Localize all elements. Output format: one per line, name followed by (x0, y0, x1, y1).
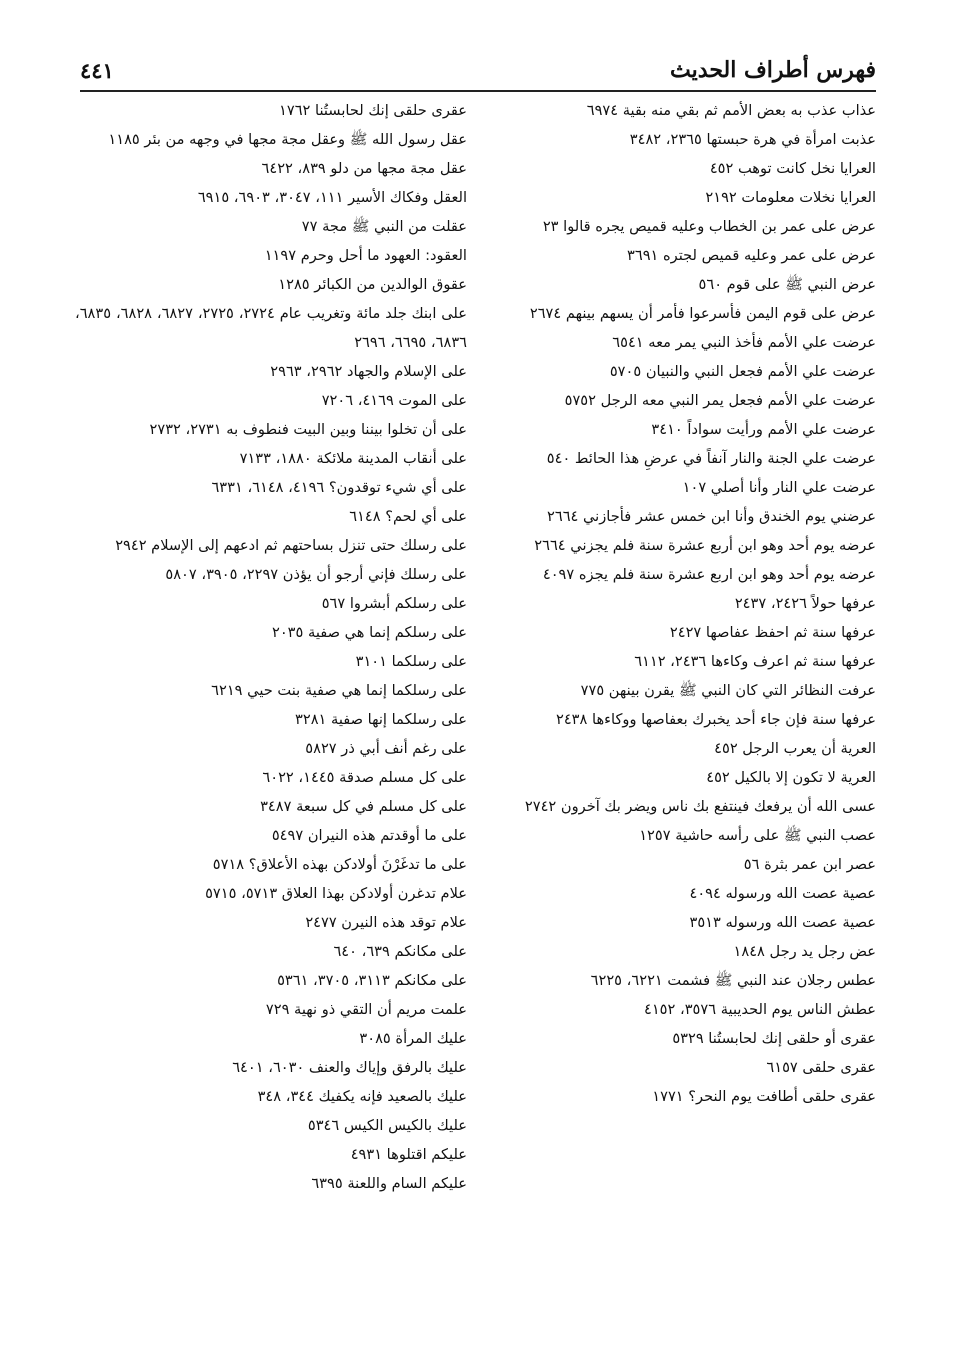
index-entry: عقرى حلقى إنك لحابستُنا ١٧٦٢ (279, 102, 467, 119)
index-entry: عصب النبي ﷺ على رأسه حاشية ١٢٥٧ (639, 827, 876, 844)
page-header (80, 50, 876, 90)
index-entry: علمت مريم أن التقي ذو نهية ٧٢٩ (265, 1001, 467, 1018)
index-entry: عرضه يوم أحد وهو ابن أربع عشرة سنة فلم يجزني ٢٦٦٤ (534, 537, 876, 554)
index-entry: على ما أوقدتم هذه النيران ٥٤٩٧ (271, 827, 467, 844)
index-entry: على مكانكم ٣١١٣، ٣٧٠٥، ٥٣٦١ (277, 972, 467, 989)
index-entry: عرض على عمر وعليه قميص لجتره ٣٦٩١ (627, 247, 876, 264)
index-entry: عرضت علي النار وأنا أصلي ١٠٧ (682, 479, 876, 496)
index-entry: عليكم اقتلوها ٤٩٣١ (350, 1146, 467, 1163)
index-entry: عليك بالصعيد فإنه يكفيك ٣٤٤، ٣٤٨ (257, 1088, 467, 1105)
index-entry: على أي شيء توقدون؟ ٤١٩٦، ٦١٤٨، ٦٣٣١ (211, 479, 467, 496)
index-entry: عرض على عمر بن الخطاب وعليه قميص يجره قالوا ٢٣ (542, 218, 876, 235)
index-entry: عرض النبي ﷺ على قوم ٥٦٠ (698, 276, 876, 293)
index-entry: عسى الله أن يرفعك فينتفع بك ناس ويضر بك آخرون ٢٧٤٢ (524, 798, 876, 815)
index-entry: عليك بالكيس الكيس ٥٣٤٦ (307, 1117, 467, 1134)
right-column (491, 96, 876, 1111)
index-entry: العرية أن يعرب الرجل ٤٥٢ (714, 740, 876, 757)
index-entry: عليك بالرفق وإياك والعنف ٦٠٣٠، ٦٤٠١ (232, 1059, 467, 1076)
index-entry: العرية لا تكون إلا بالكيل ٤٥٢ (706, 769, 876, 786)
index-entry: عطش الناس يوم الحديبية ٣٥٧٦، ٤١٥٢ (644, 1001, 876, 1018)
index-entry: عقرى حلقى أطافت يوم النحر؟ ١٧٧١ (652, 1088, 876, 1105)
index-entry: علام توقد هذه النيرن ٢٤٧٧ (305, 914, 467, 931)
index-entry: على رغم أنف أبي ذر ٥٨٢٧ (305, 740, 467, 757)
index-entry: عرفها حولاً ٢٤٢٦، ٢٤٣٧ (734, 595, 876, 612)
index-entry: عرضت علي الأمم فجعل النبي والنبيان ٥٧٠٥ (609, 363, 876, 380)
index-entry: عليك المرأة ٣٠٨٥ (359, 1030, 467, 1047)
index-entry: عقرى حلقى ٦١٥٧ (766, 1059, 876, 1076)
index-entry: عرضه يوم أحد وهو ابن اربع عشرة سنة فلم يجزه ٤٠٩٧ (542, 566, 876, 583)
index-entry: عقوق الوالدين من الكبائر ١٢٨٥ (278, 276, 467, 293)
index-entry: العقل وفكاك الأسير ١١١، ٣٠٤٧، ٦٩٠٣، ٦٩١٥ (197, 189, 467, 206)
index-entry: عرضت علي الأمم فجعل يمر النبي معه الرجل ٥٧٥٢ (564, 392, 876, 409)
index-entry: علام تدغرن أولادكن بهذا العلاق ٥٧١٣، ٥٧١٥ (205, 885, 467, 902)
index-entry: على ابنك جلد مائة وتغريب عام ٢٧٢٤، ٢٧٢٥، ٦٨٢٧، ٦٨٢٨، ٦٨٣٥، ٦٨٣٦، ٦٦٩٥، ٢٦٩٦ (75, 305, 467, 351)
index-entry: على رسلكما إنها صفية ٣٢٨١ (295, 711, 467, 728)
index-entry: على رسلكما إنما هي صفية بنت حيي ٦٢١٩ (211, 682, 467, 699)
index-entry: على الموت ٤١٦٩، ٧٢٠٦ (321, 392, 467, 409)
index-entry: عرضت علي الجنة والنار آنفاً في عرضِ هذا الحائط ٥٤٠ (546, 450, 876, 467)
index-entry: عرفت النظائر التي كان النبي ﷺ يقرن بينهن ٧٧٥ (580, 682, 876, 699)
index-entry: عقلت من النبي ﷺ مجة ٧٧ (301, 218, 467, 235)
page-title: فهرس أطراف الحديث (670, 57, 876, 83)
index-entry: على ما تدغَرْنَ أولادكن بهذه الأعلاق؟ ٥٧١٨ (212, 856, 467, 873)
page-number: ٤٤١ (80, 57, 114, 83)
index-entry: على مكانكم ٦٣٩، ٦٤٠ (333, 943, 467, 960)
index-entry: عقل رسول الله ﷺ وعقل مجة مجها في وجهه من بئر ١١٨٥ (108, 131, 467, 148)
index-entry: على كل مسلم صدقة ١٤٤٥، ٦٠٢٢ (262, 769, 467, 786)
index-entry: عقل مجة مجها من دلو ٨٣٩، ٦٤٢٢ (261, 160, 467, 177)
index-entry: عذاب عذب به بعض الأمم ثم بقي منه بقية ٦٩٧٤ (586, 102, 876, 119)
index-entry: على أن تخلوا بيننا وبين البيت فنطوف به ٢٧٣١، ٢٧٣٢ (149, 421, 467, 438)
index-entry: على الإسلام والجهاد ٢٩٦٢، ٢٩٦٣ (270, 363, 467, 380)
index-entry: عرفها سنة ثم احفظ عفاصها ٢٤٢٧ (669, 624, 876, 641)
index-entry: عطس رجلان عند النبي ﷺ فشمت ٦٢٢١، ٦٢٢٥ (590, 972, 876, 989)
index-entry: على أي لحم؟ ٦١٤٨ (349, 508, 467, 525)
index-entry: عليكم السام واللعنة ٦٣٩٥ (311, 1175, 467, 1192)
index-entry: على كل مسلم في كل سبعة ٣٤٨٧ (260, 798, 467, 815)
index-entry: عصية عصت الله ورسوله ٤٠٩٤ (689, 885, 876, 902)
index-entry: عقرى أو حلقى إنك لحابستُنا ٥٣٢٩ (672, 1030, 876, 1047)
index-entry: عصر ابن عمر بثرة ٥٦ (743, 856, 876, 873)
index-entry: عرضت علي الأمم ورأيت سواداً ٣٤١٠ (651, 421, 876, 438)
index-entry: على رسلكم أبشروا ٥٦٧ (321, 595, 467, 612)
index-entry: على رسلكم إنما هي صفية ٢٠٣٥ (272, 624, 467, 641)
index-entry: عرضني يوم الخندق وأنا ابن خمس عشر فأجازني ٢٦٦٤ (547, 508, 876, 525)
index-entry: على رسلك حتى تنزل بساحتهم ثم ادعهم إلى الإسلام ٢٩٤٢ (115, 537, 467, 554)
left-column (75, 96, 467, 1198)
index-entry: العقود: العهود ما أحل وحرم ١١٩٧ (264, 247, 467, 264)
index-entry: العرايا نخلات معلومات ٢١٩٢ (705, 189, 876, 206)
index-entry: عرفها سنة ثم اعرف وكاءها ٢٤٣٦، ٦١١٢ (634, 653, 876, 670)
header-rule (80, 90, 876, 92)
index-entry: على رسلك فإني أرجو أن يؤذن ٢٢٩٧، ٣٩٠٥، ٥٨٠٧ (165, 566, 467, 583)
index-entry: عرضت علي الأمم فأخذ النبي يمر معه ٦٥٤١ (612, 334, 876, 351)
index-entry: على أنقاب المدينة ملائكة ١٨٨٠، ٧١٣٣ (239, 450, 467, 467)
index-entry: عصية عصت الله ورسوله ٣٥١٣ (689, 914, 876, 931)
index-entry: عرفها سنة فإن جاء أحد يخبرك بعفاصها ووكاءها ٢٤٣٨ (556, 711, 876, 728)
index-entry: عذبت امرأة في هرة حبستها ٢٣٦٥، ٣٤٨٢ (629, 131, 876, 148)
index-entry: عض رجل يد رجل ١٨٤٨ (733, 943, 876, 960)
index-entry: على رسلكما ٣١٠١ (355, 653, 467, 670)
index-entry: العرايا نخل كانت توهب ٤٥٢ (709, 160, 876, 177)
index-entry: عرض على قوم اليمن فأسرعوا فأمر أن يسهم بينهم ٢٦٧٤ (529, 305, 876, 322)
